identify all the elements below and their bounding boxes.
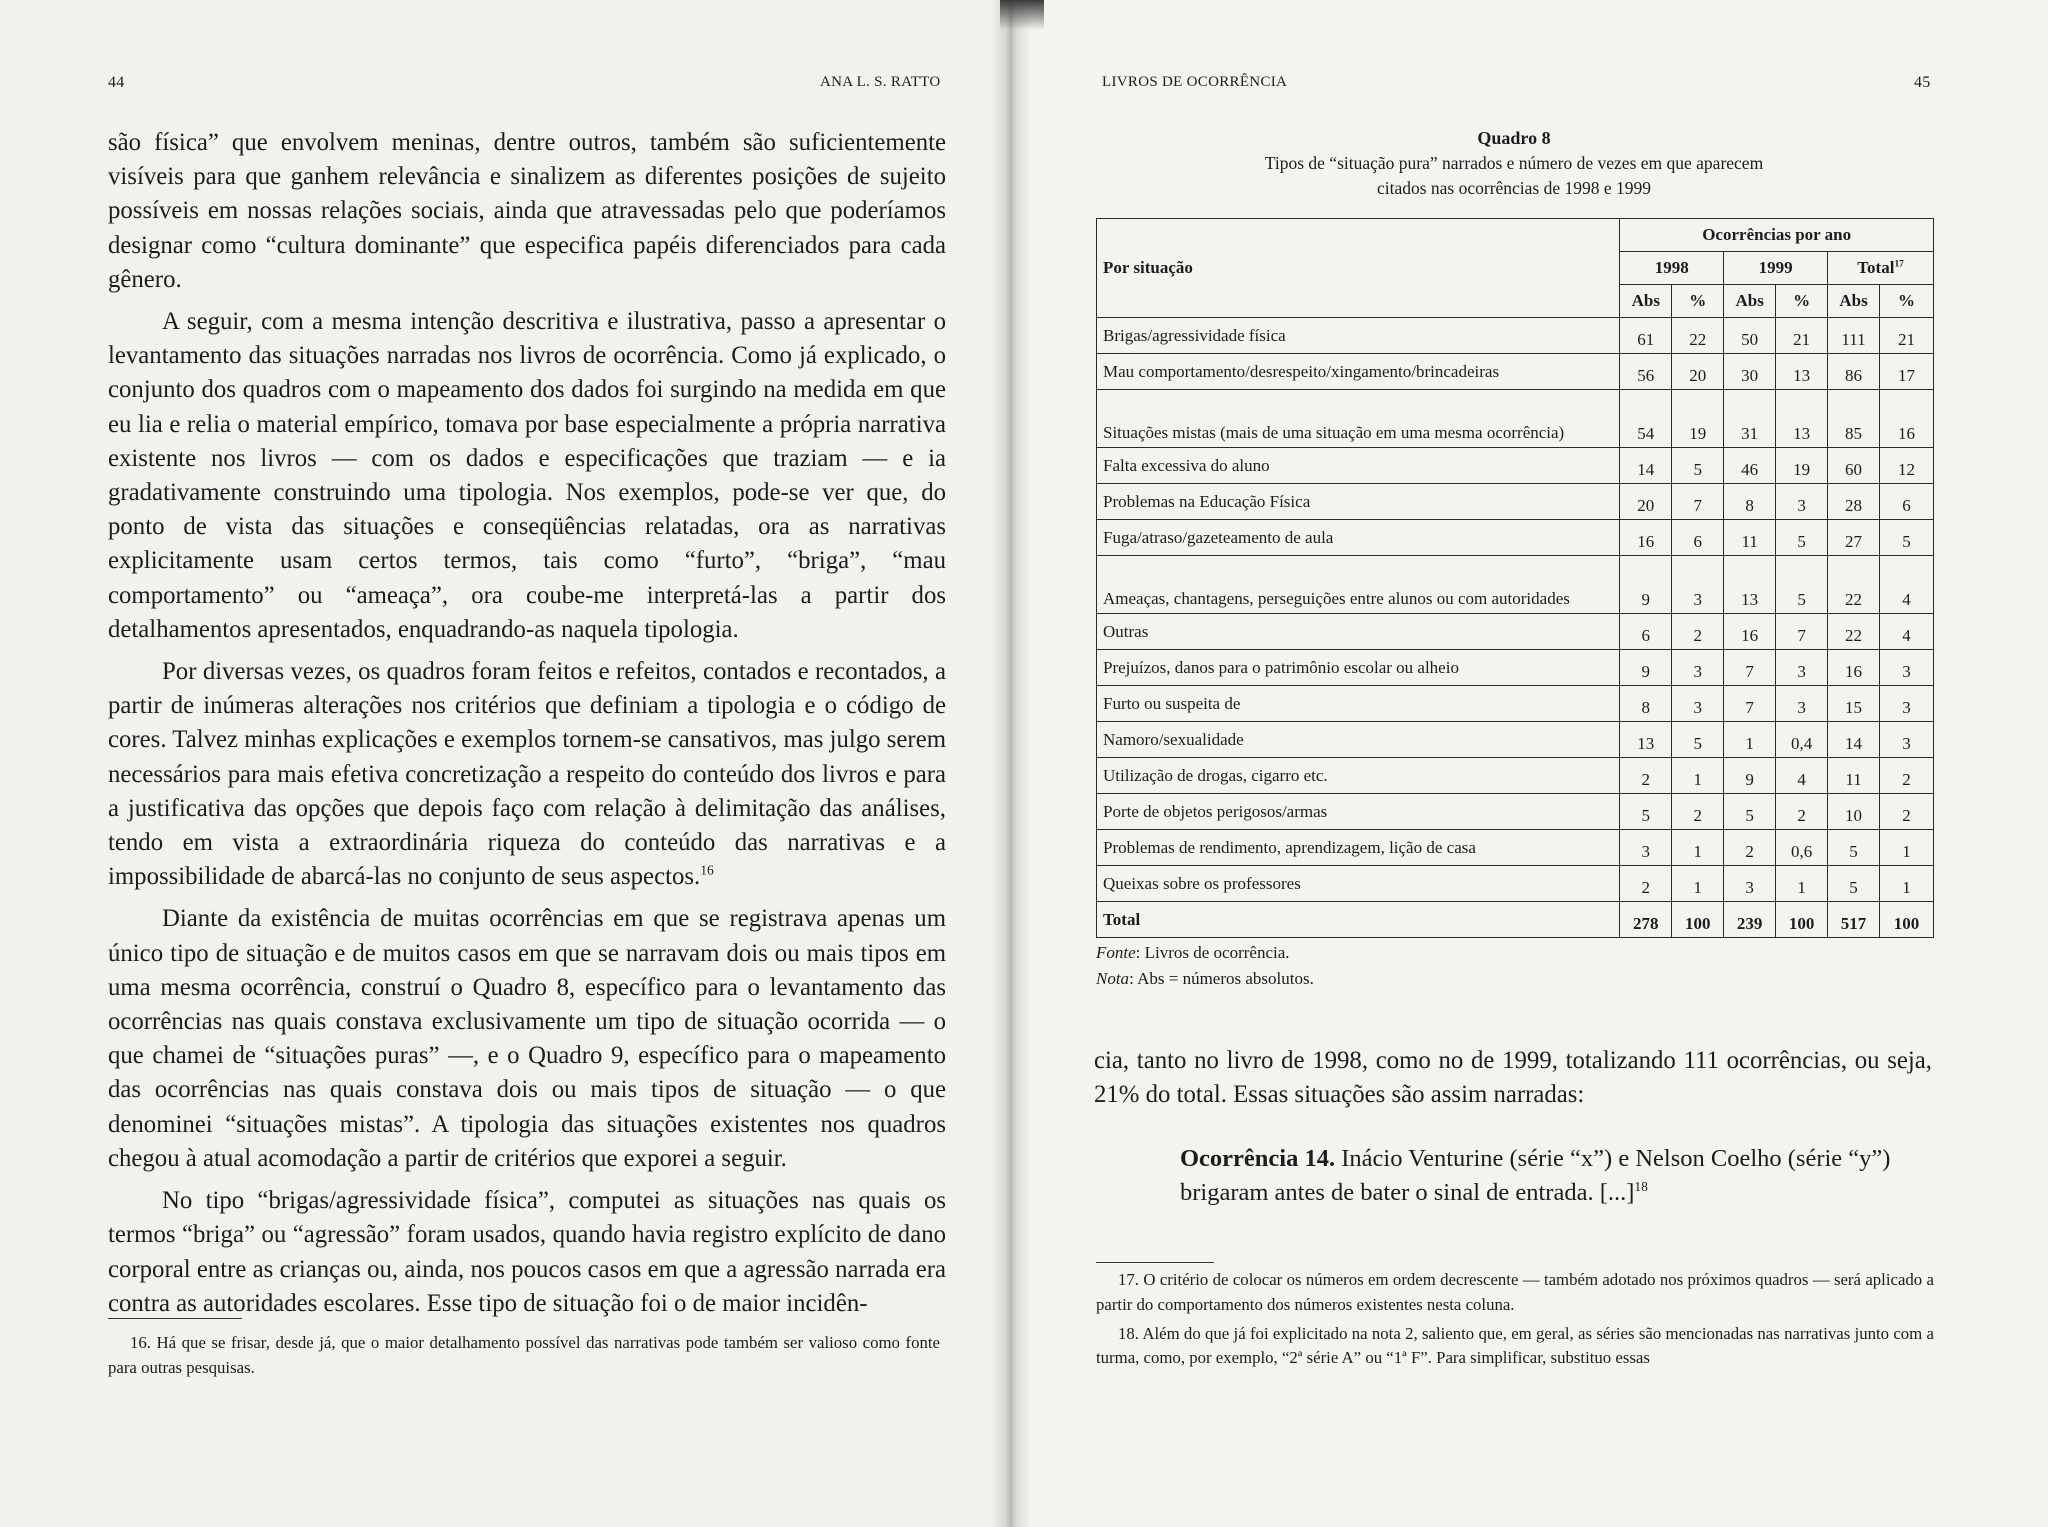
table-title: Quadro 8: [1477, 128, 1551, 148]
cell: 50: [1724, 318, 1776, 354]
cell: 19: [1776, 448, 1828, 484]
cell: 11: [1724, 520, 1776, 556]
table-caption: [1102, 126, 1926, 201]
table-row: [1097, 614, 1934, 650]
cell: 21: [1776, 318, 1828, 354]
cell: 100: [1880, 902, 1934, 938]
paragraph: cia, tanto no livro de 1998, como no de 1999, totalizando 111 ocorrências, ou seja, 21% do total. Essas situações são assim narradas:: [1094, 1047, 1932, 1108]
cell: 2: [1620, 758, 1672, 794]
row-label: Mau comportamento/desrespeito/xingamento/brincadeiras: [1097, 354, 1620, 390]
footnote-ref-16: 16: [700, 863, 714, 878]
cell: 7: [1672, 484, 1724, 520]
cell: 2: [1724, 830, 1776, 866]
cell: 7: [1724, 650, 1776, 686]
note-text: : Abs = números absolutos.: [1129, 969, 1314, 988]
cell: 2: [1620, 866, 1672, 902]
cell: 2: [1672, 794, 1724, 830]
table-row: [1097, 722, 1934, 758]
cell: 22: [1828, 614, 1880, 650]
abbrev-note: [1096, 966, 1314, 992]
row-label: Ameaças, chantagens, perseguições entre alunos ou com autoridades: [1097, 556, 1620, 614]
cell: 56: [1620, 354, 1672, 390]
source-note: [1096, 940, 1314, 966]
table-row: [1097, 484, 1934, 520]
row-label: Furto ou suspeita de: [1097, 686, 1620, 722]
footnote-ref-17: 17: [1894, 259, 1904, 270]
cell: 13: [1776, 354, 1828, 390]
cell: 5: [1828, 866, 1880, 902]
table-row: [1097, 758, 1934, 794]
cell: 13: [1620, 722, 1672, 758]
cell: 16: [1880, 390, 1934, 448]
cell: 2: [1880, 794, 1934, 830]
cell: 0,6: [1776, 830, 1828, 866]
left-running-head: ANA L. S. RATTO: [820, 74, 941, 90]
footnote-ref-18: 18: [1634, 1178, 1648, 1194]
table-row: [1097, 354, 1934, 390]
row-label: Problemas de rendimento, aprendizagem, lição de casa: [1097, 830, 1620, 866]
cell: 17: [1880, 354, 1934, 390]
block-quote: [1180, 1142, 1900, 1210]
cell: 5: [1724, 794, 1776, 830]
cell: 1: [1880, 830, 1934, 866]
right-running-head: LIVROS DE OCORRÊNCIA: [1102, 74, 1288, 90]
cell: 8: [1724, 484, 1776, 520]
table-row: [1097, 650, 1934, 686]
cell: 3: [1880, 650, 1934, 686]
left-page-number: 44: [108, 74, 125, 91]
cell: 54: [1620, 390, 1672, 448]
col-abs: Abs: [1620, 285, 1672, 318]
cell: 4: [1880, 556, 1934, 614]
cell: 30: [1724, 354, 1776, 390]
cell: 13: [1724, 556, 1776, 614]
cell: 3: [1880, 686, 1934, 722]
cell: 1: [1724, 722, 1776, 758]
quote-title: Ocorrência 14.: [1180, 1145, 1336, 1172]
footnotes-left: [108, 1330, 940, 1380]
book-gutter: [990, 0, 1030, 1527]
row-label: Utilização de drogas, cigarro etc.: [1097, 758, 1620, 794]
cell: 4: [1880, 614, 1934, 650]
col-pct: %: [1672, 285, 1724, 318]
row-label: Prejuízos, danos para o patrimônio escolar ou alheio: [1097, 650, 1620, 686]
cell: 22: [1672, 318, 1724, 354]
cell: 9: [1724, 758, 1776, 794]
cell: 6: [1880, 484, 1934, 520]
cell: 278: [1620, 902, 1672, 938]
paragraph: Diante da existência de muitas ocorrências em que se registrava apenas um único tipo de situação e de muitos casos em que se narravam dois ou mais tipos em uma mesma ocorrência, construí o Quadro 8, específico para o levantamento das ocorrências nas quais constava exclusivamente um tipo de situação ocorrida — o que chamei de “situações puras” —, e o Quadro 9, específico para o mapeamento das ocorrências nas quais constava dois ou mais tipos de situação — o que denominei “situações mistas”. A tipologia das situações existentes nos quadros chegou à atual acomodação a partir de critérios que exporei a seguir.: [108, 905, 946, 1172]
cell: 100: [1776, 902, 1828, 938]
row-label: Fuga/atraso/gazeteamento de aula: [1097, 520, 1620, 556]
table-notes: [1096, 940, 1314, 992]
total-header-label: Total: [1857, 258, 1895, 277]
cell: 1: [1672, 866, 1724, 902]
cell: 61: [1620, 318, 1672, 354]
table-row: [1097, 794, 1934, 830]
cell: 3: [1724, 866, 1776, 902]
table-total-row: [1097, 902, 1934, 938]
cell: 100: [1672, 902, 1724, 938]
cell: 19: [1672, 390, 1724, 448]
footnote-divider: [108, 1318, 242, 1319]
cell: 27: [1828, 520, 1880, 556]
cell: 2: [1880, 758, 1934, 794]
source-text: : Livros de ocorrência.: [1135, 943, 1290, 962]
cell: 16: [1828, 650, 1880, 686]
cell: 5: [1776, 556, 1828, 614]
cell: 15: [1828, 686, 1880, 722]
year-header: 1999: [1724, 252, 1828, 285]
cell: 60: [1828, 448, 1880, 484]
paragraph: A seguir, com a mesma intenção descritiva e ilustrativa, passo a apresentar o levantamento das situações narradas nos livros de ocorrência. Como já explicado, o conjunto dos quadros com o mapeamento dos dados foi surgindo na medida em que eu lia e relia o material empírico, tomava por base especialmente a própria narrativa existente nos livros — com os dados e especificações que traziam — e ia gradativamente construindo uma tipologia. Nos exemplos, pode-se ver que, do ponto de vista das situações e conseqüências relatadas, ora as narrativas explicitamente usam certos termos, tais como “furto”, “briga”, “mau comportamento” ou “ameaça”, ora coube-me interpretá-las a partir dos detalhamentos apresentados, enquadrando-as naquela tipologia.: [108, 308, 946, 643]
paragraph: são física” que envolvem meninas, dentre outros, também são suficientemente visíveis para que ganhem relevância e sinalizem as diferentes posições de sujeito possíveis em nossas relações sociais, ainda que atravessadas pelo que poderíamos designar como “cultura dominante” que especifica papéis diferenciados para cada gênero.: [108, 129, 946, 293]
table-row: [1097, 318, 1934, 354]
cell: 4: [1776, 758, 1828, 794]
cell: 5: [1828, 830, 1880, 866]
cell: 85: [1828, 390, 1880, 448]
cell: 16: [1724, 614, 1776, 650]
cell: 16: [1620, 520, 1672, 556]
footnote-18: 18. Além do que já foi explicitado na nota 2, saliento que, em geral, as séries são mencionadas nas narrativas junto com a turma, como, por exemplo, “2ª série A” ou “1ª F”. Para simplificar, substituo essas: [1096, 1323, 1934, 1368]
row-header: Por situação: [1097, 219, 1620, 318]
cell: 11: [1828, 758, 1880, 794]
cell: 28: [1828, 484, 1880, 520]
table-row: [1097, 390, 1934, 448]
year-header: 1998: [1620, 252, 1724, 285]
cell: 31: [1724, 390, 1776, 448]
cell: 10: [1828, 794, 1880, 830]
group-header: Ocorrências por ano: [1620, 219, 1934, 252]
gutter-shadow: [1000, 0, 1044, 30]
cell: 7: [1724, 686, 1776, 722]
cell: 5: [1880, 520, 1934, 556]
cell: 46: [1724, 448, 1776, 484]
cell: 3: [1776, 484, 1828, 520]
cell: 3: [1672, 556, 1724, 614]
cell: 239: [1724, 902, 1776, 938]
cell: 3: [1672, 650, 1724, 686]
cell: 12: [1880, 448, 1934, 484]
total-header: [1828, 252, 1934, 285]
cell: 13: [1776, 390, 1828, 448]
cell: 21: [1880, 318, 1934, 354]
cell: 9: [1620, 556, 1672, 614]
cell: 6: [1672, 520, 1724, 556]
table-row: [1097, 520, 1934, 556]
occurrence-table: [1096, 218, 1934, 938]
cell: 14: [1828, 722, 1880, 758]
cell: 6: [1620, 614, 1672, 650]
footnote-17: 17. O critério de colocar os números em ordem decrescente — também adotado nos próximos quadros — será aplicado a partir do comportamento dos números existentes nesta coluna.: [1096, 1270, 1934, 1314]
row-label: Situações mistas (mais de uma situação em uma mesma ocorrência): [1097, 390, 1620, 448]
row-label: Problemas na Educação Física: [1097, 484, 1620, 520]
right-page-number: 45: [1914, 74, 1931, 91]
table-row: [1097, 830, 1934, 866]
cell: 20: [1672, 354, 1724, 390]
cell: 1: [1672, 830, 1724, 866]
cell: 9: [1620, 650, 1672, 686]
cell: 7: [1776, 614, 1828, 650]
table-row: [1097, 556, 1934, 614]
paragraph-text: Por diversas vezes, os quadros foram feitos e refeitos, contados e recontados, a partir de inúmeras alterações nos critérios que definiam a tipologia e o código de cores. Talvez minhas explicações e exemplos tornem-se cansativos, mas julgo serem necessários para mais efetiva concretização a respeito do conteúdo dos livros e para a justificativa das opções que depois faço com relação à delimitação das análises, tendo em vista a extraordinária riqueza do conteúdo das narrativas e a impossibilidade de abarcá-las no conjunto de seus aspectos.: [108, 658, 946, 891]
row-label: Porte de objetos perigosos/armas: [1097, 794, 1620, 830]
left-body-text: [108, 126, 946, 1329]
cell: 3: [1620, 830, 1672, 866]
cell: 3: [1776, 650, 1828, 686]
cell: 1: [1672, 758, 1724, 794]
col-abs: Abs: [1828, 285, 1880, 318]
row-label: Brigas/agressividade física: [1097, 318, 1620, 354]
note-label: Nota: [1096, 969, 1130, 988]
row-label: Namoro/sexualidade: [1097, 722, 1620, 758]
cell: 5: [1672, 448, 1724, 484]
cell: 3: [1672, 686, 1724, 722]
cell: 111: [1828, 318, 1880, 354]
cell: 517: [1828, 902, 1880, 938]
footnote-divider: [1096, 1262, 1214, 1263]
cell: 14: [1620, 448, 1672, 484]
cell: 20: [1620, 484, 1672, 520]
row-label: Queixas sobre os professores: [1097, 866, 1620, 902]
col-pct: %: [1776, 285, 1828, 318]
row-label: Outras: [1097, 614, 1620, 650]
table-row: [1097, 448, 1934, 484]
source-label: Fonte: [1096, 943, 1136, 962]
cell: 86: [1828, 354, 1880, 390]
row-label: Total: [1097, 902, 1620, 938]
row-label: Falta excessiva do aluno: [1097, 448, 1620, 484]
cell: 2: [1672, 614, 1724, 650]
table-subtitle: Tipos de “situação pura” narrados e número de vezes em que aparecem citados nas ocorrências de 1998 e 1999: [1264, 153, 1764, 198]
cell: 3: [1776, 686, 1828, 722]
cell: 8: [1620, 686, 1672, 722]
table-row: [1097, 686, 1934, 722]
col-abs: Abs: [1724, 285, 1776, 318]
cell: 22: [1828, 556, 1880, 614]
quote-text: Inácio Venturine (série “x”) e Nelson Coelho (série “y”) brigaram antes de bater o sinal de entrada. [...]: [1180, 1145, 1891, 1206]
paragraph: No tipo “brigas/agressividade física”, computei as situações nas quais os termos “briga” ou “agressão” foram usados, quando havia registro explícito de dano corporal entre as crianças ou, ainda, nos poucos casos em que a agressão narrada era contra as autoridades escolares. Esse tipo de situação foi o de maior incidên-: [108, 1187, 946, 1317]
paragraph: [108, 655, 946, 894]
cell: 3: [1880, 722, 1934, 758]
cell: 1: [1776, 866, 1828, 902]
cell: 5: [1776, 520, 1828, 556]
footnotes-right: [1096, 1268, 1934, 1375]
col-pct: %: [1880, 285, 1934, 318]
cell: 5: [1672, 722, 1724, 758]
cell: 2: [1776, 794, 1828, 830]
right-body-text: [1094, 1044, 1932, 1112]
cell: 0,4: [1776, 722, 1828, 758]
footnote-16: 16. Há que se frisar, desde já, que o maior detalhamento possível das narrativas pode também ser valioso como fonte para outras pesquisas.: [108, 1333, 940, 1377]
cell: 5: [1620, 794, 1672, 830]
table-row: [1097, 866, 1934, 902]
cell: 1: [1880, 866, 1934, 902]
